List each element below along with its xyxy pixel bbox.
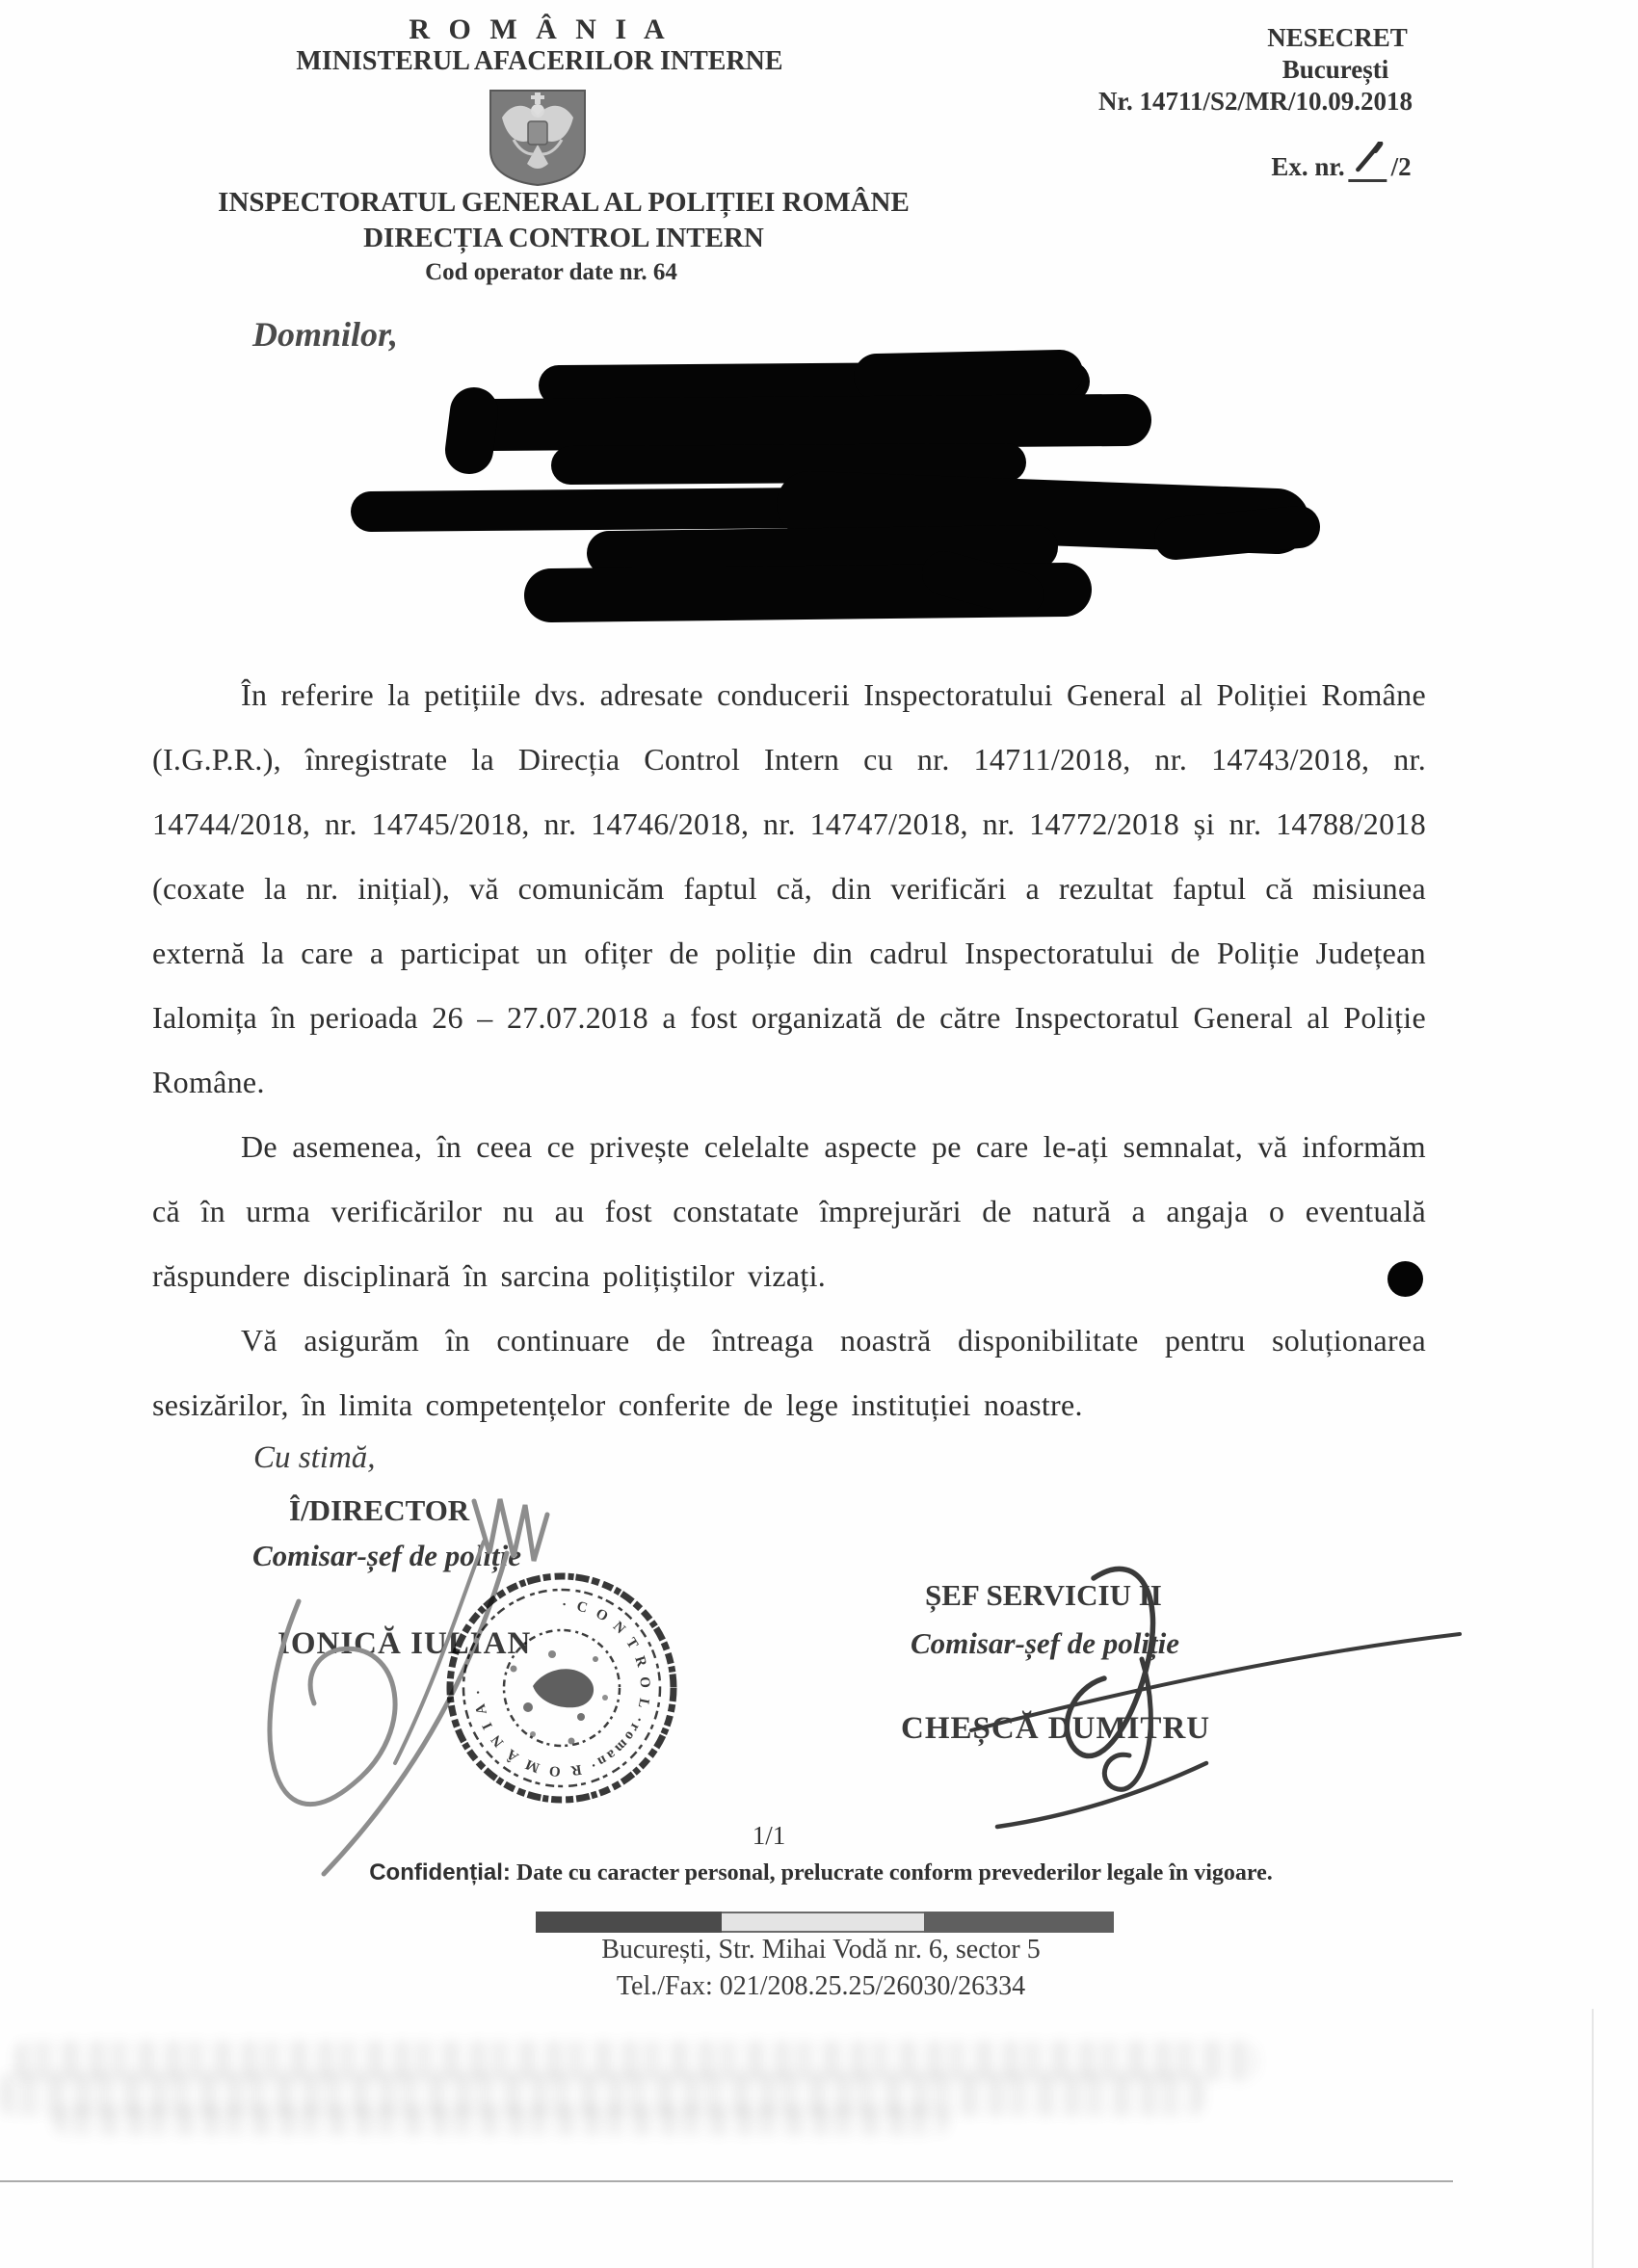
scan-page-edge (1592, 2009, 1594, 2268)
body-paragraph-1: În referire la petițiile dvs. adresate conducerii Inspectoratului General al Poliției Române (I.G.P.R.), înregistrate la Direcția Control Intern cu nr. 14711/2018, nr. 14743/2018, nr. 14744/2018, nr. 14745/2018, nr. 14746/2018, nr. 14747/2018, nr. 14772/2018 și nr. 14788/2018 (coxate la nr. inițial), vă comunicăm faptul că, din verificări a rezultat faptul că misiunea externă la care a participat un ofițer de poliție din cadrul Inspectoratului de Poliție Județean Ialomița în perioada 26 – 27.07.2018 a fost organizată de către Inspectoratul General al Poliție Române. (152, 677, 1426, 1099)
letterhead-inspectorate: INSPECTORATUL GENERAL AL POLIȚIEI ROMÂNE (218, 187, 910, 218)
scan-rule-line (0, 2180, 1453, 2182)
letterhead-country: R O M Â N I A (409, 13, 671, 45)
copy-number-prefix: Ex. nr. (1271, 152, 1345, 181)
footer-bar-segment-light (722, 1912, 924, 1933)
classification-city: București (1281, 55, 1389, 84)
right-signer-name: CHEȘCĂ DUMITRU (901, 1711, 1211, 1746)
footer-bar-segment-dark-left (536, 1912, 722, 1933)
right-signer-rank: Comisar-șef de poliție (911, 1626, 1179, 1660)
closing: Cu stimă, (253, 1440, 376, 1475)
copy-number-line (1271, 142, 1411, 182)
right-signature-icon (944, 1532, 1484, 1840)
stamp-ring-text: · C O N T R O L ·roman· R O M Â N I A · (470, 1596, 653, 1780)
body-paragraph-2: De asemenea, în ceea ce privește celelalte aspecte pe care le-ați semnalat, vă informăm că în urma verificărilor nu au fost constatate împrejurări de natură a angaja o eventuală răspundere disciplinară în sarcina polițiștilor vizați. (152, 1129, 1426, 1293)
letterhead-direction: DIRECȚIA CONTROL INTERN (363, 223, 764, 253)
round-ink-stamp-icon (436, 1563, 687, 1813)
handwritten-copy-number (1349, 142, 1387, 182)
footer-address: București, Str. Mihai Vodă nr. 6, sector 5 (601, 1935, 1041, 1965)
copy-number-suffix: /2 (1390, 152, 1412, 181)
redaction-marks (328, 342, 1359, 631)
right-signer-role: ȘEF SERVICIU II (925, 1578, 1162, 1612)
left-signer-role: Î/DIRECTOR (289, 1493, 470, 1527)
confidential-line (369, 1859, 1273, 1886)
body-paragraph-3: Vă asigurăm în continuare de întreaga noastră disponibilitate pentru soluționarea sesizărilor, în limita competențelor conferite de lege instituției noastre. (152, 1323, 1426, 1422)
salutation: Domnilor, (252, 315, 399, 354)
footer-divider-bar (536, 1912, 1114, 1933)
classification-level: NESECRET (1267, 23, 1408, 52)
confidential-text: Date cu caracter personal, prelucrate conform prevederilor legale în vigoare. (515, 1860, 1273, 1886)
bleedthrough-smudge (53, 2106, 949, 2135)
footer-phone: Tel./Fax: 021/208.25.25/26030/26334 (616, 1971, 1026, 2001)
registration-number: Nr. 14711/S2/MR/10.09.2018 (1097, 87, 1413, 116)
redaction-dot (1387, 1261, 1423, 1297)
letterhead-operator-code: Cod operator date nr. 64 (425, 259, 677, 285)
footer-bar-segment-dark-right (924, 1912, 1114, 1933)
page-number: 1/1 (752, 1821, 786, 1850)
left-signer-name: IONICĂ IULIAN (277, 1626, 532, 1661)
letterhead-ministry: MINISTERUL AFACERILOR INTERNE (296, 46, 783, 76)
left-signer-rank: Comisar-șef de poliție (252, 1539, 521, 1572)
confidential-label: Confidențial: (369, 1859, 511, 1886)
letter-body (152, 663, 1426, 1437)
romania-coat-of-arms-icon (485, 87, 591, 189)
